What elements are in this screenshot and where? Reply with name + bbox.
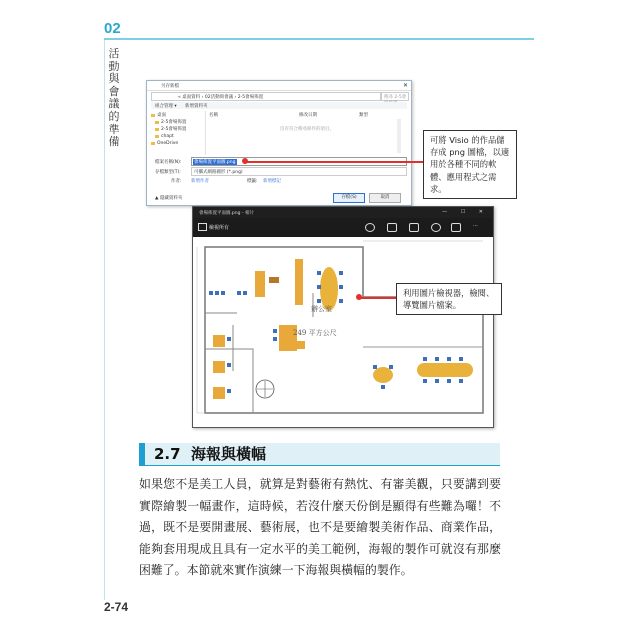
scrollbar[interactable] [397,119,401,153]
more-icon[interactable]: ⋯ [473,223,478,229]
hide-folders-toggle[interactable]: ▲ 隱藏資料夾 [155,196,183,201]
callout-leader-line [360,297,397,299]
author-label: 作者: [171,179,182,184]
filetype-select[interactable] [191,167,407,176]
filetype-label: 存檔類型(T): [155,170,181,175]
rotate-icon[interactable] [365,223,375,232]
section-heading [154,443,266,465]
nav-item-desktop[interactable]: 桌面 [157,113,166,118]
column-name[interactable]: 名稱 [209,113,218,118]
gallery-icon[interactable] [198,223,207,231]
slideshow-icon[interactable] [387,223,397,232]
nav-item-folder[interactable]: chapt [161,134,174,139]
empty-message: 沒有符合搜尋條件的項目。 [280,127,334,132]
filename-value: 會場佈置平面圖.png [194,160,236,165]
column-type[interactable]: 類型 [359,113,368,118]
body-paragraph: 如果您不是美工人員，就算是對藝術有熱忱、有審美觀，只要講到要實際繪製一幅畫作，這時候，若沒什麼天份倒是顯得有些難為囉！不過，既不是要開畫展、藝術展，也不是要繪製美術作品、商業作品，能夠套用現成且具有一定水平的美工範例，海報的製作可就沒有那麼困難了。本節就來實作演練一下海報與橫幅的製作。 [139,477,501,578]
page-number: 2-74 [104,600,129,614]
address-bar[interactable] [151,92,381,101]
dialog-title: 另存新檔 [161,84,179,89]
dialog-titlebar [147,81,411,91]
room-area-label: 249 平方公尺 [293,329,337,337]
section-title: 海報與橫幅 [191,445,267,463]
photo-viewer-window [192,206,494,428]
section-number: 2.7 [154,445,181,463]
cancel-button[interactable]: 取消 [369,193,401,203]
tags-label: 標籤: [247,179,258,184]
filetype-value: 可攜式網路圖形 (*.png) [194,170,243,175]
save-as-dialog [146,80,412,206]
file-list-header [209,112,405,118]
search-placeholder: 搜尋 2-5會 [384,95,407,100]
author-link[interactable]: 新增作者 [191,179,209,184]
filename-label: 檔案名稱(N): [155,160,182,165]
chapter-number: 02 [104,20,121,37]
nav-item-folder[interactable]: 2-5會場佈置 [161,127,187,132]
new-folder-button[interactable]: 新增資料夾 [185,104,208,109]
dialog-toolbar [151,102,407,109]
export-callout: 可將 Visio 的作品儲存成 png 圖檔，以適用於各種不同的軟體、應用程式之需求。 [423,130,517,199]
callout-leader-dot [356,294,362,300]
callout-leader-line [245,161,424,163]
tags-link[interactable]: 新增標記 [263,179,281,184]
nav-item-onedrive[interactable]: OneDrive [157,141,179,146]
viewer-title: 會場佈置平面圖.png - 相片 [199,211,254,216]
chapter-rule [104,38,534,40]
floor-plan-image [193,237,493,427]
view-all-label[interactable]: 檢視所有 [209,225,230,231]
callout-leader-dot [242,158,248,164]
nav-item-folder[interactable]: 2-5會場佈置 [161,120,187,125]
viewer-callout: 利用圖片檢視器，檢閱、導覽圖片檔案。 [396,283,502,315]
room-name-label: 辦公室 [311,305,332,313]
organize-button[interactable]: 組合管理 ▾ [155,104,177,109]
chapter-side-rule [104,40,105,600]
edit-icon[interactable] [431,223,441,232]
viewer-toolbar [193,218,493,237]
column-modified[interactable]: 修改日期 [299,113,317,118]
search-input[interactable] [381,92,409,101]
delete-icon[interactable] [451,223,461,232]
navigation-pane [151,111,206,155]
viewer-titlebar [193,207,493,218]
section-heading-underline [139,465,500,466]
save-button[interactable]: 存檔(S) [333,193,365,203]
window-controls[interactable]: — ☐ ✕ [442,209,489,215]
crop-icon[interactable] [409,223,419,232]
close-icon[interactable]: ✕ [402,82,408,89]
section-heading-accent [139,443,145,465]
chapter-title: 活動與會議的準備 [108,47,120,149]
address-path: « 桌面資料 › 02活動與會議 › 2-5會場佈置 [178,95,264,100]
